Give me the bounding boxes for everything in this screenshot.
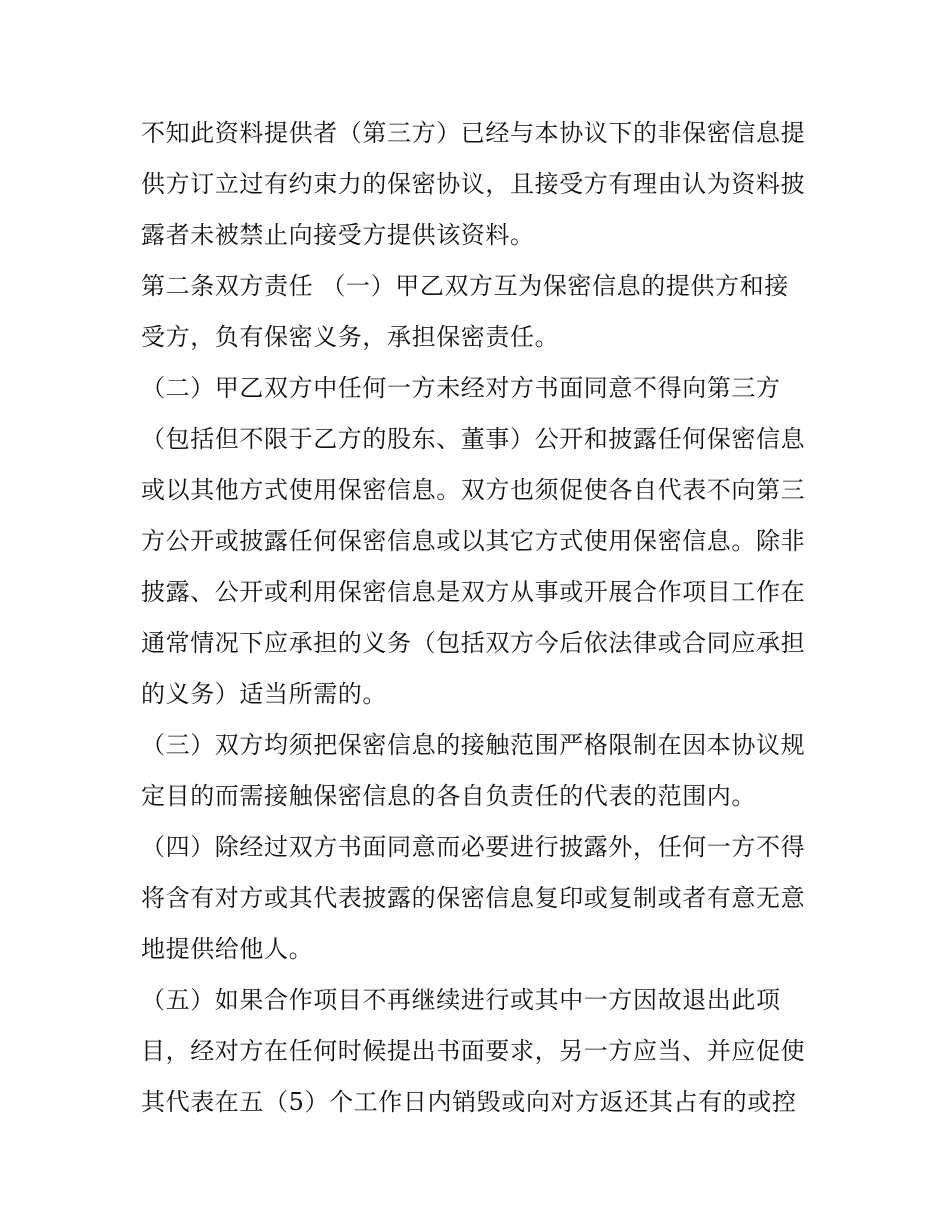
text-line: 目，经对方在任何时候提出书面要求，另一方应当、并应促使	[141, 1037, 806, 1065]
text-line: 供方订立过有约束力的保密协议，且接受方有理由认为资料披	[141, 170, 806, 198]
text-line: 披露、公开或利用保密信息是双方从事或开展合作项目工作在	[141, 578, 806, 606]
text-line: 受方，负有保密义务，承担保密责任。	[141, 323, 560, 351]
text-line: （包括但不限于乙方的股东、董事）公开和披露任何保密信息	[141, 425, 806, 453]
text-line: 或以其他方式使用保密信息。双方也须促使各自代表不向第三	[141, 476, 806, 504]
text-line: 将含有对方或其代表披露的保密信息复印或复制或者有意无意	[141, 884, 806, 912]
text-line: 露者未被禁止向接受方提供该资料。	[141, 221, 535, 249]
text-line: （二）甲乙双方中任何一方未经对方书面同意不得向第三方	[141, 374, 781, 402]
text-line: 其代表在五（5）个工作日内销毁或向对方返还其占有的或控	[141, 1088, 797, 1116]
text-line: （三）双方均须把保密信息的接触范围严格限制在因本协议规	[141, 731, 806, 759]
text-line: （四）除经过双方书面同意而必要进行披露外，任何一方不得	[141, 833, 806, 861]
text-line: 通常情况下应承担的义务（包括双方今后依法律或合同应承担	[141, 629, 806, 657]
text-line: 第二条双方责任 （一）甲乙双方互为保密信息的提供方和接	[141, 272, 789, 300]
text-line: 方公开或披露任何保密信息或以其它方式使用保密信息。除非	[141, 527, 806, 555]
text-line: （五）如果合作项目不再继续进行或其中一方因故退出此项	[141, 986, 781, 1014]
document-body	[141, 108, 821, 1128]
text-line: 定目的而需接触保密信息的各自负责任的代表的范围内。	[141, 782, 756, 810]
text-line: 不知此资料提供者（第三方）已经与本协议下的非保密信息提	[141, 119, 806, 147]
text-line: 地提供给他人。	[141, 935, 314, 963]
text-line: 的义务）适当所需的。	[141, 680, 387, 708]
